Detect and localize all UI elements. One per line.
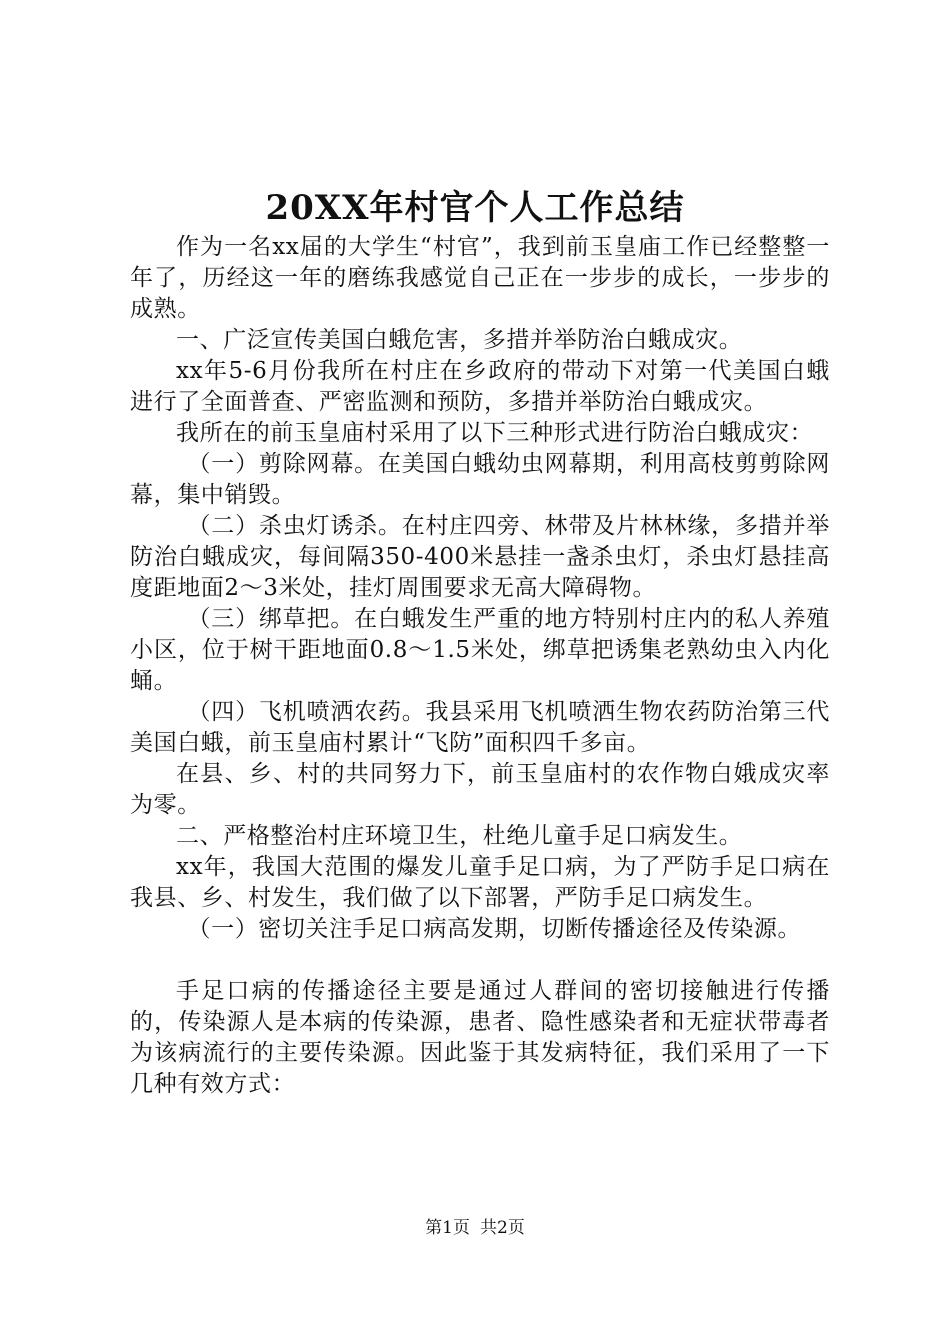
page-number-current: 第1页 xyxy=(425,1218,470,1238)
section-heading-2: 二、严格整治村庄环境卫生，杜绝儿童手足口病发生。 xyxy=(176,823,743,849)
section-heading-1: 一、广泛宣传美国白蛾危害，多措并举防治白蛾成灾。 xyxy=(176,327,743,353)
list-item: （四）飞机喷洒农药。我县采用飞机喷洒生物农药防治第三代美国白蛾，前玉皇庙村累计“飞防”面积四千多亩。 xyxy=(130,699,830,756)
paragraph-intro: 作为一名xx届的大学生“村官”，我到前玉皇庙工作已经整整一年了，历经这一年的磨练我感觉自己正在一步步的成长，一步步的成熟。 xyxy=(130,234,830,322)
list-item: （三）绑草把。在白蛾发生严重的地方特别村庄内的私人养殖小区，位于树干距地面0.8～1.5米处，绑草把诱集老熟幼虫入内化蛹。 xyxy=(130,606,830,694)
list-item: （一）密切关注手足口病高发期，切断传播途径及传染源。 xyxy=(187,916,802,942)
list-item: （一）剪除网幕。在美国白蛾幼虫网幕期，利用高枝剪剪除网幕，集中销毁。 xyxy=(130,451,830,508)
list-item: （二）杀虫灯诱杀。在村庄四旁、林带及片林林缘，多措并举防治白蛾成灾，每间隔350-400米悬挂一盏杀虫灯，杀虫灯悬挂高度距地面2～3米处，挂灯周围要求无高大障碍物。 xyxy=(130,513,830,601)
page-number-total: 共2页 xyxy=(480,1218,525,1238)
document-body xyxy=(130,232,830,1100)
paragraph: xx年，我国大范围的爆发儿童手足口病，为了严防手足口病在我县、乡、村发生，我们做了以下部署，严防手足口病发生。 xyxy=(130,854,830,911)
paragraph: 在县、乡、村的共同努力下，前玉皇庙村的农作物白娥成灾率为零。 xyxy=(130,761,830,818)
paragraph: xx年5-6月份我所在村庄在乡政府的带动下对第一代美国白蛾进行了全面普查、严密监测和预防，多措并举防治白蛾成灾。 xyxy=(130,358,830,415)
document-title: 20XX年村官个人工作总结 xyxy=(265,188,685,228)
paragraph: 我所在的前玉皇庙村采用了以下三种形式进行防治白蛾成灾： xyxy=(176,420,814,446)
paragraph: 手足口病的传播途径主要是通过人群间的密切接触进行传播的，传染源人是本病的传染源，患者、隐性感染者和无症状带毒者为该病流行的主要传染源。因此鉴于其发病特征，我们采用了一下几种有效方式： xyxy=(130,978,830,1097)
page-footer xyxy=(0,1216,950,1240)
